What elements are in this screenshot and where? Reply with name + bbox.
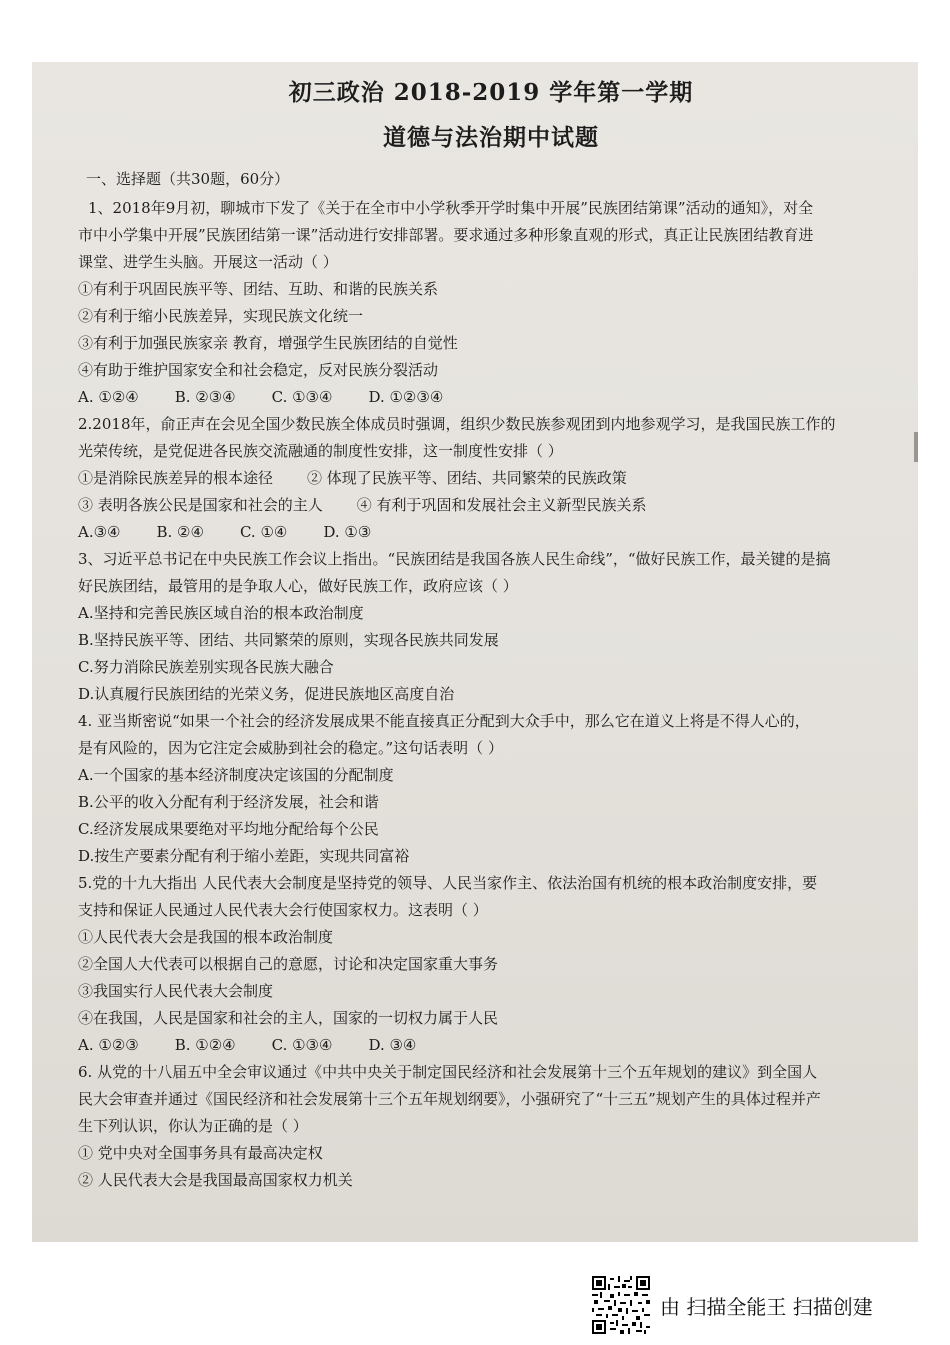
choice-a: A. ①②③ [78,1036,139,1054]
statement-item: ③ 表明各族公民是国家和社会的主人 [78,496,323,514]
exam-content [76,74,906,1194]
statement-item: ①人民代表大会是我国的根本政治制度 [78,928,334,946]
section-heading: 一、选择题（共30题，60分） [86,170,290,188]
question-6 [76,1059,906,1194]
statement-item: ②有利于缩小民族差异，实现民族文化统一 [78,307,364,325]
question-stem: 课堂、进学生头脑。开展这一活动（ ） [78,253,338,271]
option-item: C.努力消除民族差别实现各民族大融合 [78,658,334,676]
exam-title-line1: 初三政治 2018-2019 学年第一学期 [288,79,694,106]
option-item: A.坚持和完善民族区域自治的根本政治制度 [78,604,364,622]
option-item: A.一个国家的基本经济制度决定该国的分配制度 [78,766,394,784]
page-edge-shadow [914,432,918,462]
question-stem: 5.党的十九大指出 人民代表大会制度是坚持党的领导、人民当家作主、依法治国有机统的根本政治制度安排，要 [78,874,818,892]
question-stem: 支持和保证人民通过人民代表大会行使国家权力。这表明（ ） [78,901,488,919]
choice-d: D. ①③ [323,523,372,541]
statement-item: ② 体现了民族平等、团结、共同繁荣的民族政策 [307,469,627,487]
option-item: D.按生产要素分配有利于缩小差距，实现共同富裕 [78,847,410,865]
choice-c: C. ①③④ [271,1036,333,1054]
scanner-watermark [592,1275,873,1335]
answer-choices [76,519,906,546]
choice-a: A.③④ [78,523,121,541]
option-item: B.公平的收入分配有利于经济发展，社会和谐 [78,793,379,811]
statement-item: ① 党中央对全国事务具有最高决定权 [78,1144,323,1162]
question-4 [76,708,906,870]
qr-code-icon [592,1276,650,1334]
answer-choices [76,384,906,411]
question-stem: 是有风险的，因为它注定会威胁到社会的稳定。”这句话表明（ ） [78,739,503,757]
question-stem: 生下列认识，你认为正确的是（ ） [78,1117,308,1135]
statement-item: ①有利于巩固民族平等、团结、互助、和谐的民族关系 [78,280,439,298]
scanner-credit-text: 由 扫描全能王 扫描创建 [660,1294,873,1319]
choice-b: B. ①②④ [174,1036,236,1054]
question-stem: 4. 亚当斯密说“如果一个社会的经济发展成果不能直接真正分配到大众手中，那么它在道义上将是不得人心的， [78,712,810,730]
statement-item: ①是消除民族差异的根本途径 [78,469,274,487]
statement-item: ③我国实行人民代表大会制度 [78,982,274,1000]
question-1 [76,195,906,411]
question-3 [76,546,906,708]
question-stem: 市中小学集中开展”民族团结第一课”活动进行安排部署。要求通过多种形象直观的形式，真正让民族团结教育进 [78,226,814,244]
question-stem: 1、2018年9月初，聊城市下发了《关于在全市中小学秋季开学时集中开展”民族团结第课”活动的通知》，对全 [88,199,814,217]
question-5 [76,870,906,1059]
statement-pair [76,465,906,492]
option-item: B.坚持民族平等、团结、共同繁荣的原则，实现各民族共同发展 [78,631,499,649]
choice-a: A. ①②④ [78,388,139,406]
statement-item: ④ 有利于巩固和发展社会主义新型民族关系 [356,496,647,514]
question-2 [76,411,906,546]
choice-b: B. ②③④ [174,388,236,406]
scanned-photo [32,62,918,1242]
statement-item: ④有助于维护国家安全和社会稳定，反对民族分裂活动 [78,361,439,379]
question-stem: 2.2018年，俞正声在会见全国少数民族全体成员时强调，组织少数民族参观团到内地参观学习，是我国民族工作的 [78,415,836,433]
choice-d: D. ①②③④ [368,388,444,406]
statement-item: ④在我国，人民是国家和社会的主人，国家的一切权力属于人民 [78,1009,499,1027]
choice-b: B. ②④ [156,523,204,541]
question-stem: 民大会审查并通过《国民经济和社会发展第十三个五年规划纲要》，小强研究了“十三五”规划产生的具体过程并产 [78,1090,821,1108]
question-stem: 6. 从党的十八届五中全会审议通过《中共中央关于制定国民经济和社会发展第十三个五年规划的建议》到全国人 [78,1063,818,1081]
statement-item: ②全国人大代表可以根据自己的意愿，讨论和决定国家重大事务 [78,955,499,973]
statement-item: ③有利于加强民族家亲 教育，增强学生民族团结的自觉性 [78,334,458,352]
question-stem: 好民族团结，最管用的是争取人心，做好民族工作，政府应该（ ） [78,577,518,595]
choice-d: D. ③④ [368,1036,417,1054]
question-stem: 光荣传统，是党促进各民族交流融通的制度性安排，这一制度性安排（ ） [78,442,563,460]
choice-c: C. ①④ [239,523,288,541]
option-item: D.认真履行民族团结的光荣义务，促进民族地区高度自治 [78,685,455,703]
statement-pair [76,492,906,519]
answer-choices [76,1032,906,1059]
exam-title-line2: 道德与法治期中试题 [383,124,599,151]
choice-c: C. ①③④ [271,388,333,406]
statement-item: ② 人民代表大会是我国最高国家权力机关 [78,1171,353,1189]
option-item: C.经济发展成果要绝对平均地分配给每个公民 [78,820,379,838]
question-stem: 3、习近平总书记在中央民族工作会议上指出。“民族团结是我国各族人民生命线”，“做好民族工作，最关键的是搞 [78,550,831,568]
